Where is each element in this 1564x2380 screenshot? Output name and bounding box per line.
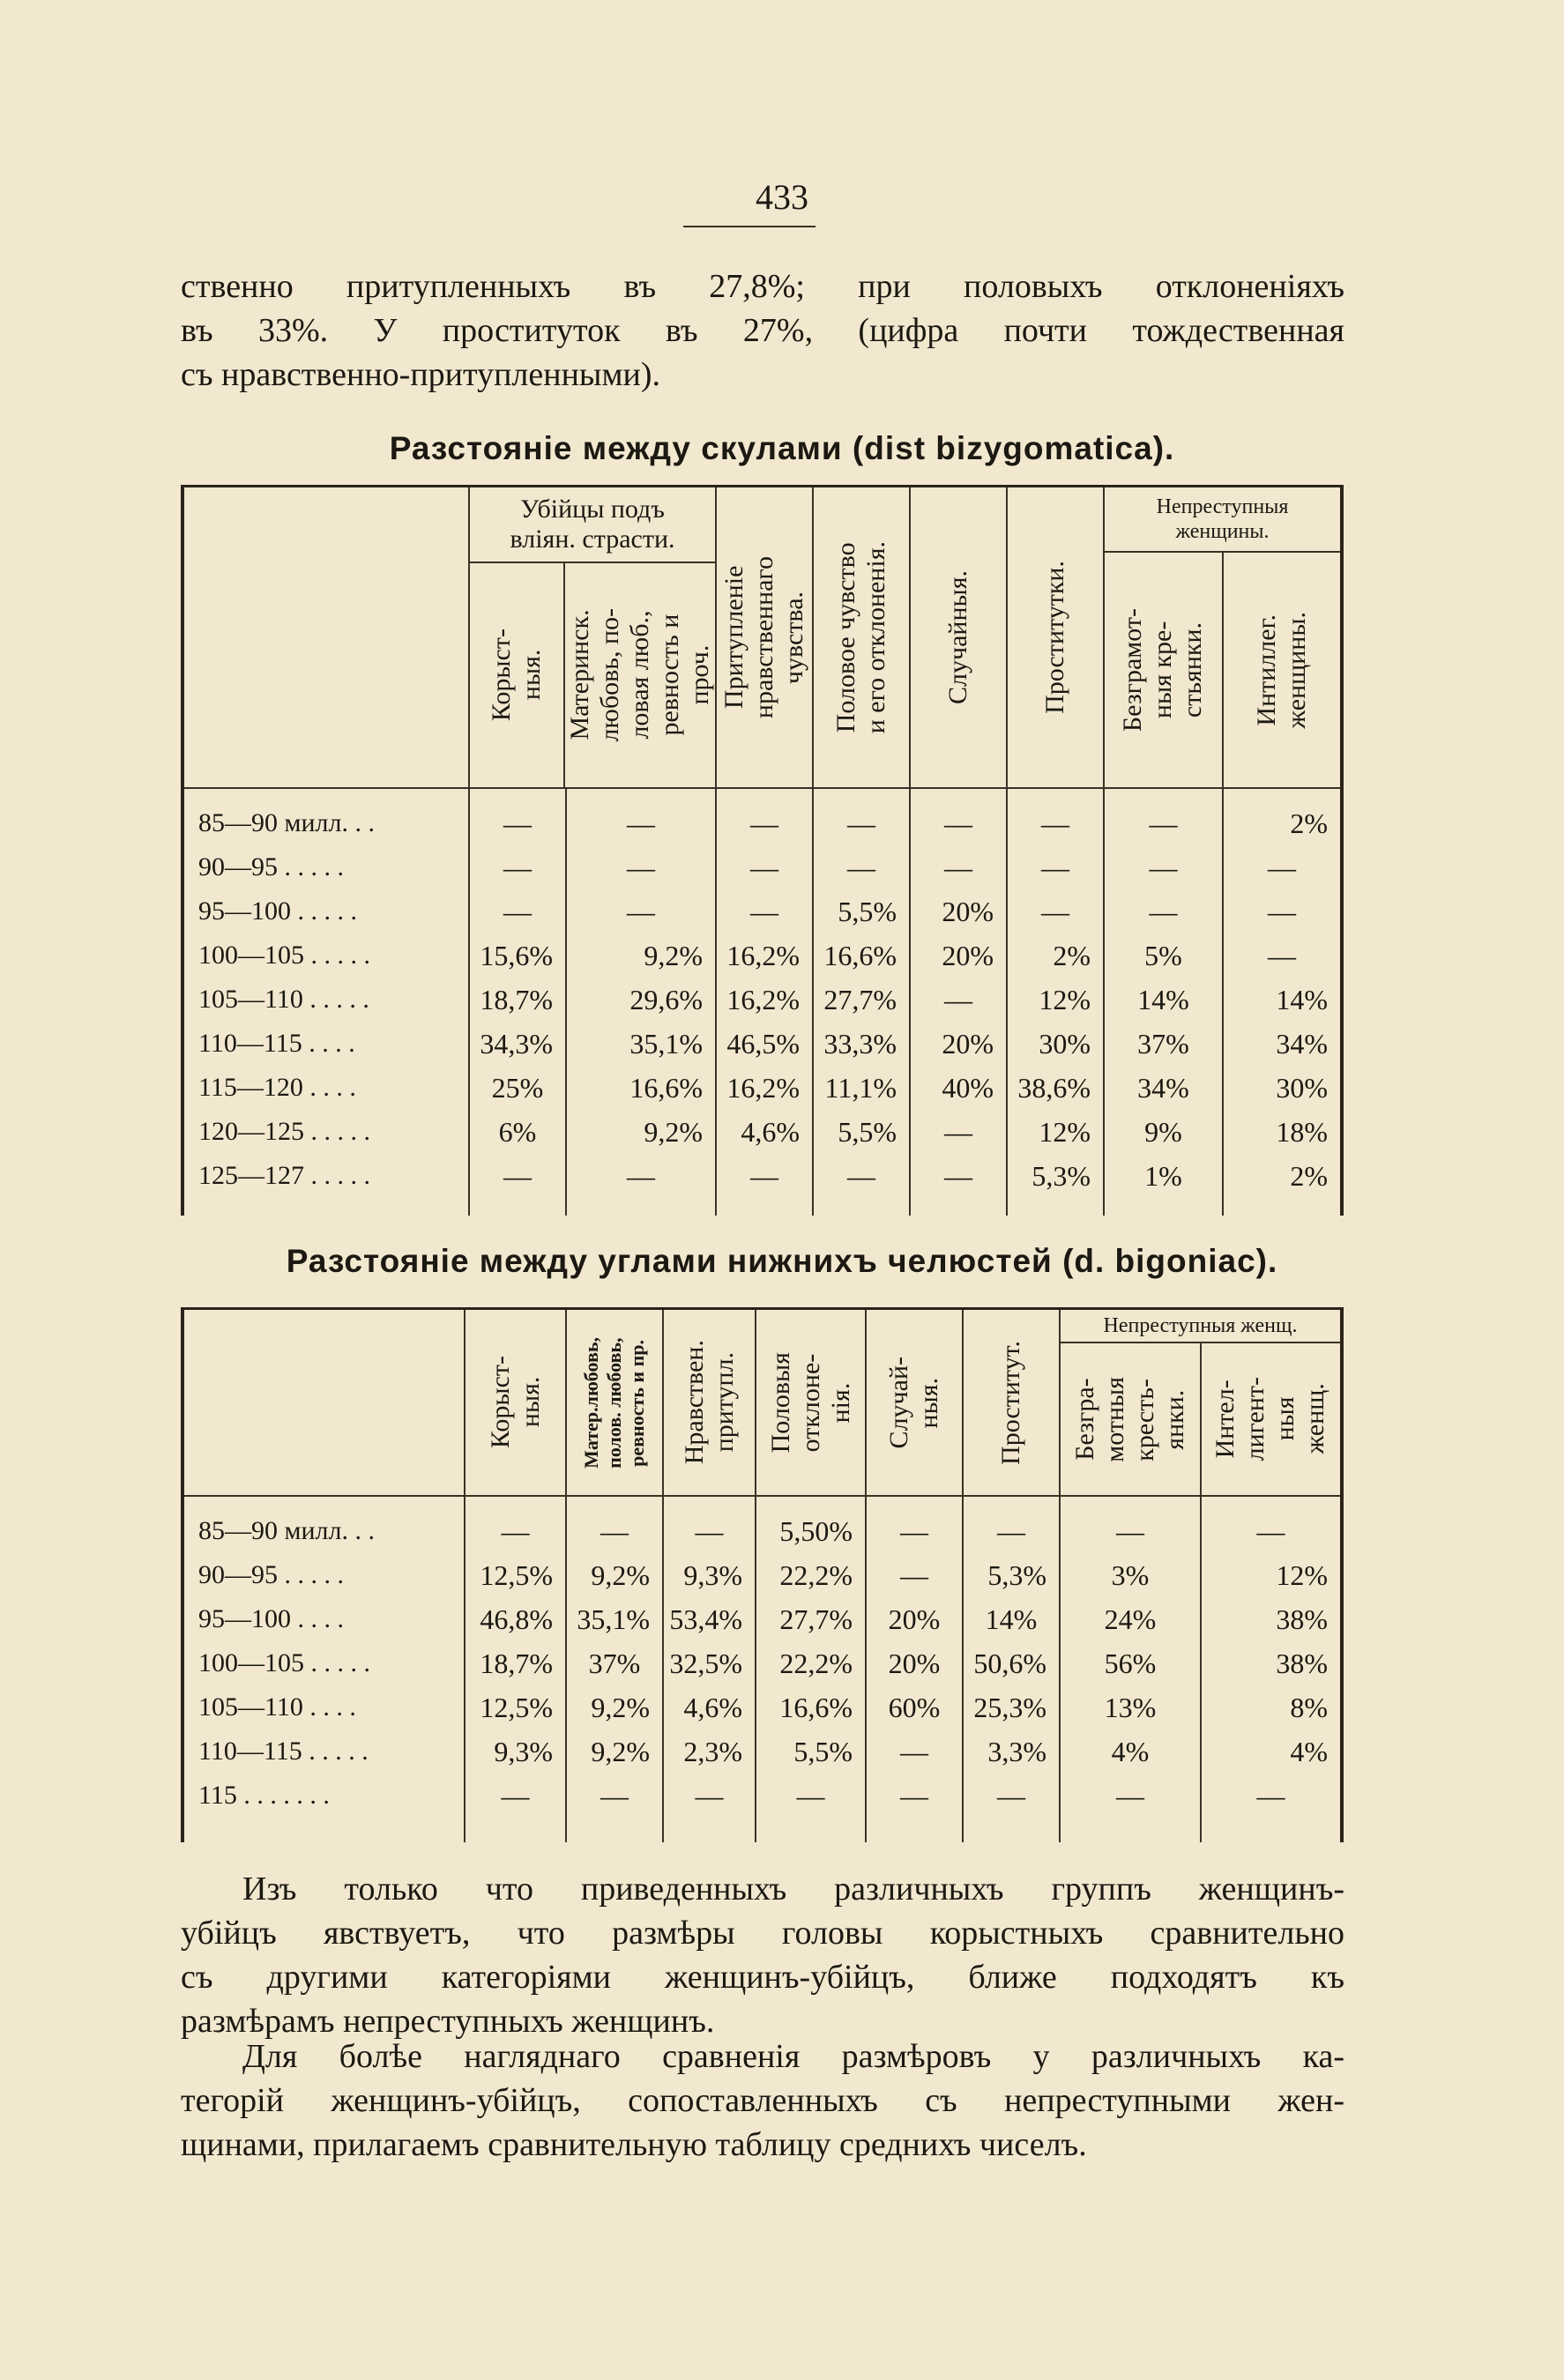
row-label: 95—100 . . . . xyxy=(198,1604,344,1633)
cell: 8% xyxy=(1201,1685,1342,1729)
cell: — xyxy=(469,788,566,845)
row-label: 85—90 милл. . . xyxy=(198,808,375,837)
table-row xyxy=(182,1729,1342,1774)
cell: 12% xyxy=(1007,978,1104,1022)
page-number-rule xyxy=(683,226,816,227)
cell: 5,50% xyxy=(756,1496,866,1553)
cell: 9% xyxy=(1104,1110,1223,1154)
cell: 16,6% xyxy=(813,933,910,978)
cell: — xyxy=(910,788,1007,845)
cell: — xyxy=(910,1110,1007,1154)
cell: 37% xyxy=(566,1641,663,1685)
col-header: Притупленіе нравственнаго чувства. xyxy=(716,487,813,789)
cell: — xyxy=(866,1496,963,1553)
table2-title: Разстояніе между углами нижнихъ челюстей (d. bigoniac). xyxy=(286,1243,1278,1279)
group-header-nonpenal xyxy=(1060,1309,1342,1497)
col-header: Половое чувство и его отклоненія. xyxy=(813,487,910,789)
cell: 18,7% xyxy=(469,978,566,1022)
cell: 2,3% xyxy=(663,1729,756,1774)
cell: — xyxy=(566,889,716,933)
cell: — xyxy=(716,845,813,889)
cell: 33,3% xyxy=(813,1022,910,1066)
cell: 4% xyxy=(1060,1729,1201,1774)
cell: — xyxy=(566,845,716,889)
row-label: 110—115 . . . . . xyxy=(198,1737,369,1766)
row-label: 90—95 . . . . . xyxy=(198,1560,344,1589)
cell: 34,3% xyxy=(469,1022,566,1066)
row-label: 95—100 . . . . . xyxy=(198,896,357,926)
col-header: Проститутки. xyxy=(1007,487,1104,789)
row-label: 100—105 . . . . . xyxy=(198,941,370,970)
cell: 16,2% xyxy=(716,1066,813,1110)
cell: 16,6% xyxy=(566,1066,716,1110)
table-row xyxy=(182,845,1342,889)
cell: 5,5% xyxy=(813,1110,910,1154)
cell: 9,3% xyxy=(465,1729,566,1774)
cell: 9,2% xyxy=(566,1553,663,1597)
cell: 50,6% xyxy=(963,1641,1060,1685)
row-label: 105—110 . . . . xyxy=(198,1692,356,1722)
row-label: 115 . . . . . . . xyxy=(198,1781,330,1810)
col-header: Корыст- ныя. xyxy=(487,628,546,722)
cell: 40% xyxy=(910,1066,1007,1110)
group-label-passion: Убійцы подъ вліян. страсти. xyxy=(470,487,715,563)
cell: 34% xyxy=(1104,1066,1223,1110)
cell: 22,2% xyxy=(756,1553,866,1597)
group-label-nonpenal: Непреступныя женщ. xyxy=(1061,1310,1340,1343)
col-header: Материнск. любовь, по- ловая люб., ревность и проч. xyxy=(563,563,715,787)
table1-title: Разстояніе между скулами (dist bizygomatica). xyxy=(389,430,1175,466)
text-line: Для болѣе нагляднаго сравненія размѣровъ у различныхъ ка- xyxy=(242,2038,1344,2075)
cell: — xyxy=(566,1154,716,1216)
cell: 2% xyxy=(1223,788,1342,845)
cell: 56% xyxy=(1060,1641,1201,1685)
table-row xyxy=(182,1597,1342,1641)
cell: 5,3% xyxy=(1007,1154,1104,1216)
table-row xyxy=(182,1553,1342,1597)
cell: — xyxy=(813,845,910,889)
cell: 4% xyxy=(1201,1729,1342,1774)
cell: — xyxy=(1007,845,1104,889)
cell: — xyxy=(1060,1774,1201,1842)
row-label: 105—110 . . . . . xyxy=(198,985,369,1014)
text-line: тегорій женщинъ-убійцъ, сопоставленныхъ съ непреступными жен- xyxy=(181,2082,1344,2119)
cell: 35,1% xyxy=(566,1597,663,1641)
cell: 20% xyxy=(866,1641,963,1685)
cell: 3% xyxy=(1060,1553,1201,1597)
cell: 30% xyxy=(1223,1066,1342,1110)
table-row xyxy=(182,1641,1342,1685)
cell: 9,2% xyxy=(566,1110,716,1154)
cell: — xyxy=(1104,788,1223,845)
cell: 27,7% xyxy=(813,978,910,1022)
page-number: 433 xyxy=(756,177,808,217)
cell: 35,1% xyxy=(566,1022,716,1066)
cell: 37% xyxy=(1104,1022,1223,1066)
cell: 32,5% xyxy=(663,1641,756,1685)
cell: — xyxy=(756,1774,866,1842)
cell: 38,6% xyxy=(1007,1066,1104,1110)
cell: 25,3% xyxy=(963,1685,1060,1729)
cell: — xyxy=(866,1774,963,1842)
cell: 16,2% xyxy=(716,933,813,978)
cell: 9,3% xyxy=(663,1553,756,1597)
cell: — xyxy=(1104,845,1223,889)
col-header: Безграмот- ныя кре- стьянки. xyxy=(1118,607,1208,733)
col-header: Интел- лигент- ныя женщ. xyxy=(1200,1343,1341,1495)
cell: 5,5% xyxy=(813,889,910,933)
cell: 24% xyxy=(1060,1597,1201,1641)
cell: 3,3% xyxy=(963,1729,1060,1774)
cell: — xyxy=(469,845,566,889)
cell: — xyxy=(663,1496,756,1553)
cell: 14% xyxy=(1223,978,1342,1022)
table-bizygomatic xyxy=(181,485,1344,1216)
table-row xyxy=(182,1110,1342,1154)
cell: 46,8% xyxy=(465,1597,566,1641)
cell: — xyxy=(866,1729,963,1774)
table-row xyxy=(182,1066,1342,1110)
table-bigoniac xyxy=(181,1307,1344,1842)
cell: — xyxy=(663,1774,756,1842)
cell: 20% xyxy=(866,1597,963,1641)
cell: 13% xyxy=(1060,1685,1201,1729)
cell: — xyxy=(1223,889,1342,933)
row-label: 90—95 . . . . . xyxy=(198,852,344,881)
cell: — xyxy=(469,1154,566,1216)
row-label: 120—125 . . . . . xyxy=(198,1117,370,1146)
conclusion-paragraph xyxy=(181,1867,1344,2043)
col-header: Случайныя. xyxy=(910,487,1007,789)
group-header-nonpenal xyxy=(1104,487,1342,789)
cell: 11,1% xyxy=(813,1066,910,1110)
cell: — xyxy=(716,1154,813,1216)
row-label: 115—120 . . . . xyxy=(198,1073,356,1102)
table-row xyxy=(182,788,1342,845)
cell: — xyxy=(1223,845,1342,889)
cell: 53,4% xyxy=(663,1597,756,1641)
cell: 5,5% xyxy=(756,1729,866,1774)
cell: — xyxy=(910,978,1007,1022)
cell: 14% xyxy=(1104,978,1223,1022)
col-header: Проститут. xyxy=(963,1309,1060,1497)
text-line: убійцъ явствуетъ, что размѣры головы корыстныхъ сравнительно xyxy=(181,1915,1344,1952)
cell: 4,6% xyxy=(663,1685,756,1729)
cell: — xyxy=(716,788,813,845)
cell: — xyxy=(963,1774,1060,1842)
col-header: Интиллег. женщины. xyxy=(1222,553,1341,787)
cell: 46,5% xyxy=(716,1022,813,1066)
cell: — xyxy=(963,1496,1060,1553)
text-line: ственно притупленныхъ въ 27,8%; при половыхъ отклоненіяхъ xyxy=(181,268,1344,305)
col-header: Матер.любовь, полов. любовь, ревность и пр. xyxy=(566,1309,663,1497)
cell: — xyxy=(469,889,566,933)
cell: 18,7% xyxy=(465,1641,566,1685)
table-row xyxy=(182,1154,1342,1216)
cell: 20% xyxy=(910,889,1007,933)
cell: — xyxy=(813,788,910,845)
cell: — xyxy=(566,1774,663,1842)
col-header: Нравствен. притупл. xyxy=(663,1309,756,1497)
cell: 38% xyxy=(1201,1597,1342,1641)
cell: — xyxy=(1201,1774,1342,1842)
row-label: 85—90 милл. . . xyxy=(198,1516,375,1545)
cell: 2% xyxy=(1007,933,1104,978)
cell: — xyxy=(716,889,813,933)
cell: 2% xyxy=(1223,1154,1342,1216)
table-row xyxy=(182,1022,1342,1066)
cell: 12% xyxy=(1201,1553,1342,1597)
cell: 14% xyxy=(963,1597,1060,1641)
cell: 34% xyxy=(1223,1022,1342,1066)
cell: 12,5% xyxy=(465,1553,566,1597)
cell: — xyxy=(465,1774,566,1842)
cell: 4,6% xyxy=(716,1110,813,1154)
row-label: 110—115 . . . . xyxy=(198,1029,355,1058)
row-label: 125—127 . . . . . xyxy=(198,1161,370,1190)
table-row xyxy=(182,1496,1342,1553)
cell: 20% xyxy=(910,933,1007,978)
cell: 5% xyxy=(1104,933,1223,978)
cell: 25% xyxy=(469,1066,566,1110)
text-line: Изъ только что приведенныхъ различныхъ группъ женщинъ- xyxy=(242,1871,1344,1908)
cell: 6% xyxy=(469,1110,566,1154)
cell: — xyxy=(866,1553,963,1597)
col-header: Случай- ныя. xyxy=(866,1309,963,1497)
cell: 15,6% xyxy=(469,933,566,978)
col-header: Корыст- ныя. xyxy=(465,1309,566,1497)
cell: 38% xyxy=(1201,1641,1342,1685)
cell: — xyxy=(1104,889,1223,933)
text-line: съ нравственно-притупленными). xyxy=(181,356,661,393)
cell: — xyxy=(1060,1496,1201,1553)
text-line: съ другими категоріями женщинъ-убійцъ, ближе подходятъ къ xyxy=(181,1959,1344,1996)
cell: 29,6% xyxy=(566,978,716,1022)
cell: 30% xyxy=(1007,1022,1104,1066)
cell: — xyxy=(910,1154,1007,1216)
cell: 1% xyxy=(1104,1154,1223,1216)
cell: 22,2% xyxy=(756,1641,866,1685)
cell: 27,7% xyxy=(756,1597,866,1641)
intro-paragraph xyxy=(181,264,1344,397)
cell: 18% xyxy=(1223,1110,1342,1154)
cell: 60% xyxy=(866,1685,963,1729)
group-label-nonpenal: Непреступныя женщины. xyxy=(1105,487,1340,553)
cell: 9,2% xyxy=(566,1685,663,1729)
cell: 9,2% xyxy=(566,1729,663,1774)
cell: — xyxy=(910,845,1007,889)
table-row xyxy=(182,1685,1342,1729)
cell: — xyxy=(1007,788,1104,845)
col-header: Безгра- мотныя кресть- янки. xyxy=(1069,1376,1189,1462)
cell: — xyxy=(1007,889,1104,933)
col-header: Половыя отклоне- нія. xyxy=(756,1309,866,1497)
cell: — xyxy=(1201,1496,1342,1553)
text-line: въ 33%. У проституток въ 27%, (цифра почти тождественная xyxy=(181,312,1344,349)
text-line: щинами, прилагаемъ сравнительную таблицу среднихъ чиселъ. xyxy=(181,2126,1087,2163)
cell: 20% xyxy=(910,1022,1007,1066)
comparison-paragraph xyxy=(181,2034,1344,2167)
cell: 12% xyxy=(1007,1110,1104,1154)
cell: — xyxy=(566,1496,663,1553)
cell: — xyxy=(465,1496,566,1553)
row-label-header xyxy=(182,487,469,789)
cell: — xyxy=(566,788,716,845)
cell: — xyxy=(813,1154,910,1216)
group-header-passion xyxy=(469,487,716,789)
cell: 5,3% xyxy=(963,1553,1060,1597)
cell: 9,2% xyxy=(566,933,716,978)
row-label-header xyxy=(182,1309,465,1497)
table-row xyxy=(182,889,1342,933)
cell: 12,5% xyxy=(465,1685,566,1729)
table-row xyxy=(182,1774,1342,1842)
row-label: 100—105 . . . . . xyxy=(198,1648,370,1677)
table-row xyxy=(182,933,1342,978)
cell: 16,2% xyxy=(716,978,813,1022)
cell: — xyxy=(1223,933,1342,978)
table-row xyxy=(182,978,1342,1022)
text-line: размѣрамъ непреступныхъ женщинъ. xyxy=(181,2003,715,2040)
cell: 16,6% xyxy=(756,1685,866,1729)
